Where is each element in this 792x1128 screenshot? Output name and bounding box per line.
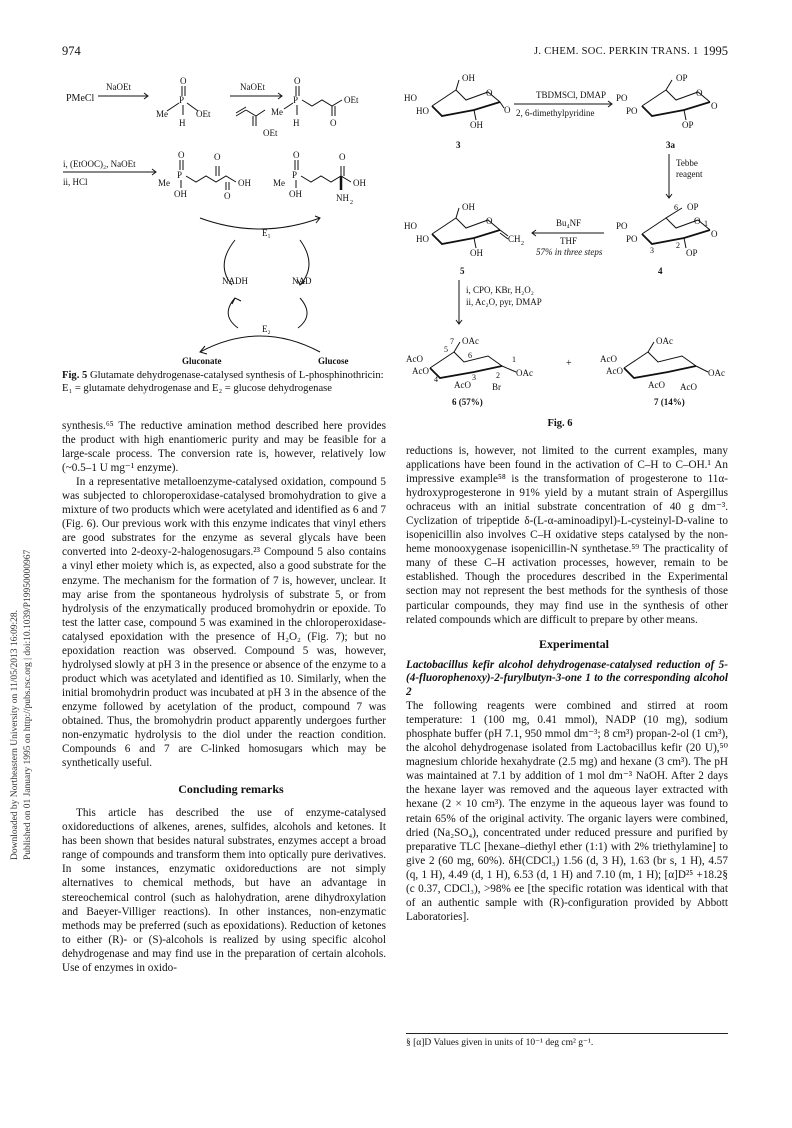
svg-text:O: O xyxy=(486,88,493,98)
svg-text:2: 2 xyxy=(521,241,524,247)
cofactor-nadh: NADH xyxy=(222,276,248,286)
svg-text:H: H xyxy=(179,118,186,128)
svg-text:OAc: OAc xyxy=(462,336,479,346)
fig5-caption xyxy=(62,370,386,395)
right-para-2: The following reagents were combined and stirred at room temperature: 1 (100 mg, 0.41 mmol), NADP (10 mg), sodium phosphate buffer (pH 7.1, 950 mmol dm⁻³; 8 cm³) propan-2-ol (1 cm³), the alcohol dehydrogenase isolated from Lactobacillus kefir (20 U),⁵⁰ magnesium chloride hexahydrate (2.5 mg) and hexane (3 cm³). The pH was maintained at 7.1 by addition of 1 mol dm⁻³ NaOH. After 2 days the hexane layer was removed and the aqueous layer extracted with hexane (2 × 10 cm³). The enzyme in the aqueous layer was found to retain 65% of the original activity. The organic layers were combined, dried (Na₂SO₄), concentrated under reduced pressure and purified by preparative TLC [hexane–diethyl ether (1:1) with 2% triethylamine] to give 2 (60 mg, 60%). δH(CDCl₃) 1.56 (d, 3 H), 1.63 (br s, 1 H), 4.57 (q, 1 H), 4.49 (d, 1 H), 6.53 (d, 1 H) and 7.10 (m, 1 H); [α]D²⁵ +18.2§ (c 0.37, CDCl₃), >98% ee [the specific rotation was identical with that of an authentic sample with (R)-configuration provided by Abbott Laboratories]. xyxy=(406,700,728,923)
reagent-tbdmscl: TBDMSCl, DMAP xyxy=(536,90,607,100)
svg-text:O: O xyxy=(711,229,718,239)
svg-text:O: O xyxy=(224,191,231,201)
reagent-bu4nf: Bu₄NF xyxy=(556,218,582,228)
compound-5: 5 xyxy=(460,266,465,276)
svg-text:4: 4 xyxy=(434,375,438,384)
svg-text:5: 5 xyxy=(444,345,448,354)
svg-text:OAc: OAc xyxy=(708,368,725,378)
svg-text:3: 3 xyxy=(472,373,476,382)
svg-text:PO: PO xyxy=(616,93,628,103)
svg-text:PO: PO xyxy=(626,106,638,116)
svg-text:O: O xyxy=(293,150,300,160)
compound-6: 6 (57%) xyxy=(452,397,483,407)
footnote: § [α]D Values given in units of 10⁻¹ deg cm² g⁻¹. xyxy=(406,1038,594,1048)
svg-text:O: O xyxy=(339,152,346,162)
left-para-3: This article has described the use of enzyme-catalysed oxidoreductions of alkenes, arenes, sulfides, alcohols and ketones. It has been shown that besides natural substrates, enzymes accept a broad range of compounds and transform them into optically pure derivatives. In some instances, enzymatic oxidoreductions are not simply alternatives to chemical methods, but have an advantage in stereochemical control (such as halohydration, arene dihydroxylation and Baeyer-Villiger reactions). In other instances, non-enzymatic methods may be preferred (such as epoxidations). Reduction of ketones to either (R)- or (S)-alcohols is realized by using specific alcohol dehydrogenase and may find use in the preparation of certain alcohols. Use of enzymes in oxido- xyxy=(62,807,386,974)
svg-text:O: O xyxy=(294,76,301,86)
svg-text:OH: OH xyxy=(462,202,475,212)
fig6-scheme xyxy=(404,68,730,408)
svg-text:2: 2 xyxy=(676,241,680,250)
svg-text:Me: Me xyxy=(156,109,168,119)
svg-text:P: P xyxy=(293,95,299,105)
left-para-1: synthesis.⁶⁵ The reductive amination method described here provides the product with high enantiomeric purity and may be feasible for a large-scale process. The conversion rate is, however, relatively low (~0.5–1 U mg⁻¹ enzyme). xyxy=(62,420,386,475)
reagent-tebbe-2: reagent xyxy=(676,169,703,179)
download-watermark xyxy=(4,300,34,860)
reagent-step-i: i, (EtOOC)₂, NaOEt xyxy=(63,159,136,169)
svg-text:OP: OP xyxy=(682,120,694,130)
svg-text:OP: OP xyxy=(676,73,688,83)
svg-text:O: O xyxy=(330,118,337,128)
svg-text:AcO: AcO xyxy=(606,366,623,376)
right-column xyxy=(406,444,728,924)
svg-text:Br: Br xyxy=(492,382,501,392)
fig5-caption-text: Glutamate dehydrogenase-catalysed synthesis of L-phosphinothricin: E₁ = glutamate dehydrogenase and E₂ = glucose dehydrogenase xyxy=(62,370,384,394)
svg-text:O: O xyxy=(178,150,185,160)
svg-text:AcO: AcO xyxy=(648,380,665,390)
label-gluconate: Gluconate xyxy=(182,356,222,366)
fig5-scheme xyxy=(60,70,390,370)
svg-text:Me: Me xyxy=(158,178,170,188)
left-column xyxy=(62,419,386,975)
svg-text:OH: OH xyxy=(353,178,366,188)
svg-text:P: P xyxy=(292,170,298,180)
svg-text:AcO: AcO xyxy=(406,354,423,364)
svg-text:O: O xyxy=(696,88,703,98)
reagent-ac2o: ii, Ac₂O, pyr, DMAP xyxy=(466,297,542,307)
svg-text:OEt: OEt xyxy=(344,95,359,105)
concluding-heading: Concluding remarks xyxy=(178,782,284,797)
svg-text:HO: HO xyxy=(404,93,417,103)
reagent-naoet-1: NaOEt xyxy=(106,82,131,92)
svg-text:1: 1 xyxy=(512,355,516,364)
label-glucose: Glucose xyxy=(318,356,349,366)
svg-text:OEt: OEt xyxy=(196,109,211,119)
svg-text:O: O xyxy=(694,216,701,226)
svg-text:O: O xyxy=(504,105,511,115)
svg-text:6: 6 xyxy=(674,203,678,212)
svg-text:OH: OH xyxy=(289,189,302,199)
svg-text:1: 1 xyxy=(704,219,708,228)
reagent-pmecl: PMeCl xyxy=(66,93,95,104)
journal-year: 1995 xyxy=(703,44,728,58)
svg-text:OH: OH xyxy=(470,248,483,258)
svg-text:O: O xyxy=(711,101,718,111)
reagent-dimethylpyridine: 2, 6-dimethylpyridine xyxy=(516,108,595,118)
experimental-heading: Experimental xyxy=(539,636,609,651)
svg-text:O: O xyxy=(486,216,493,226)
experimental-subheading xyxy=(406,659,728,700)
subhead-text: alcohol dehydrogenase-catalysed reduction of 5-(4-fluorophenoxy)-2-furylbutyn-3-one 1 to the corresponding alcohol 2 xyxy=(406,658,728,698)
footnote-rule xyxy=(406,1033,728,1034)
svg-text:OH: OH xyxy=(462,73,475,83)
right-para-1: reductions is, however, not limited to the current examples, many applications have been found in the activation of C–H to C–OH.¹ An impressive example⁵⁸ is the transformation of progesterone to 11α-hydroxyprogesterone in 91% yield by a mutant strain of Aspergillus ochraceus with an initial substrate concentration of 40 g dm⁻³. Cyclization of tripeptide δ-(L-α-aminoadipyl)-L-cysteinyl-D-valine to isopenicillin also involves C–H oxidative steps catalysed by the non-heme monooxygenase isopenicillin-N synthetase.⁵⁹ The practicality of many of these C–H activation processes, however, remain to be established. Though the procedures described in the Experimental section may not represent the best methods for the synthesis of those particular compounds, they may find use in the synthesis of other related compounds which are difficult to prepare by other means. xyxy=(406,445,728,626)
svg-text:H: H xyxy=(293,118,300,128)
svg-text:AcO: AcO xyxy=(412,366,429,376)
svg-text:2: 2 xyxy=(496,371,500,380)
svg-text:OP: OP xyxy=(686,248,698,258)
journal-name: J. CHEM. SOC. PERKIN TRANS. 1 xyxy=(534,46,699,57)
svg-text:PO: PO xyxy=(626,234,638,244)
subhead-organism: Lactobacillus kefir xyxy=(406,658,495,671)
left-para-2: In a representative metalloenzyme-catalysed oxidation, compound 5 was subjected to chloroperoxidase-catalysed bromohydration to give a mixture of two products which were acetylated and identified as 6 and 7 (Fig. 6). Our previous work with this enzyme indicates that vinyl ethers are good substrates for the enzyme as several glycals have been converted into 2-deoxy-2-halogenosugars.²³ Compound 5 also contains a vinyl ether moiety which is, as expected, also a good substrate for the enzyme. The mechanism for the formation of 7 is, however, unclear. It may arise from the spontaneous hydrolysis of substrate 5, or from hydrolysis of the enzymatically produced bromohydrin or epoxide. To test the latter case, compound 5 was examined in the chloroperoxidase-catalysed epoxidation with the presence of H₂O₂ (Fig. 7); but no epoxidation reaction was observed. Compound 5 was, however, hydrolysed slowly at pH 3 in the presence or absence of the enzyme to a product which was acetylated and identified as 10. Similarly, when the initial bromohydrin product was incubated at pH 3 in the absence of the enzyme followed by acetylation of the product, compound 7 was obtained. Thus, the bromohydrin product apparently undergoes further non-enzymatic hydrolysis to the diol under the reaction condition. Compounds 6 and 7 are C-linked homosugars which may be synthetically useful. xyxy=(62,476,386,770)
svg-text:3: 3 xyxy=(650,246,654,255)
svg-text:CH: CH xyxy=(508,234,521,244)
enzyme-e1: E₁ xyxy=(262,228,271,238)
svg-text:+: + xyxy=(566,358,572,369)
watermark-line-1: Downloaded by Northeastern University on 11/05/2013 16:09:28. xyxy=(10,609,20,860)
compound-7: 7 (14%) xyxy=(654,397,685,407)
watermark-line-2: Published on 01 January 1995 on http://pubs.rsc.org | doi:10.1039/P19950000967 xyxy=(23,549,33,860)
yield-three-steps: 57% in three steps xyxy=(536,247,603,257)
svg-text:O: O xyxy=(180,76,187,86)
reagent-naoet-2: NaOEt xyxy=(240,82,265,92)
page-number: 974 xyxy=(62,44,81,58)
compound-3: 3 xyxy=(456,140,461,150)
compound-3a: 3a xyxy=(666,140,675,150)
svg-text:OH: OH xyxy=(470,120,483,130)
enzyme-e2: E₂ xyxy=(262,324,271,334)
svg-text:2: 2 xyxy=(350,200,353,206)
svg-text:OAc: OAc xyxy=(656,336,673,346)
compound-4: 4 xyxy=(658,266,663,276)
svg-text:OEt: OEt xyxy=(263,128,278,138)
svg-text:NH: NH xyxy=(336,193,349,203)
svg-text:P: P xyxy=(179,95,185,105)
reagent-tebbe: Tebbe xyxy=(676,158,698,168)
svg-text:Me: Me xyxy=(273,178,285,188)
svg-text:6: 6 xyxy=(468,351,472,360)
cofactor-nad: NAD xyxy=(292,276,312,286)
svg-text:OH: OH xyxy=(238,178,251,188)
svg-text:Me: Me xyxy=(271,107,283,117)
svg-text:7: 7 xyxy=(450,337,454,346)
svg-text:OAc: OAc xyxy=(516,368,533,378)
svg-text:AcO: AcO xyxy=(454,380,471,390)
svg-text:HO: HO xyxy=(416,234,429,244)
svg-text:O: O xyxy=(214,152,221,162)
svg-text:AcO: AcO xyxy=(680,382,697,392)
svg-text:AcO: AcO xyxy=(600,354,617,364)
reagent-thf: THF xyxy=(560,236,578,246)
svg-text:PO: PO xyxy=(616,221,628,231)
fig6-label: Fig. 6 xyxy=(547,418,573,429)
svg-text:HO: HO xyxy=(404,221,417,231)
svg-text:OP: OP xyxy=(687,202,699,212)
svg-text:P: P xyxy=(177,170,183,180)
fig5-caption-label: Fig. 5 xyxy=(62,370,88,381)
svg-text:HO: HO xyxy=(416,106,429,116)
svg-text:OH: OH xyxy=(174,189,187,199)
reagent-step-ii: ii, HCl xyxy=(63,177,88,187)
reagent-cpo: i, CPO, KBr, H₂O₂ xyxy=(466,285,534,295)
